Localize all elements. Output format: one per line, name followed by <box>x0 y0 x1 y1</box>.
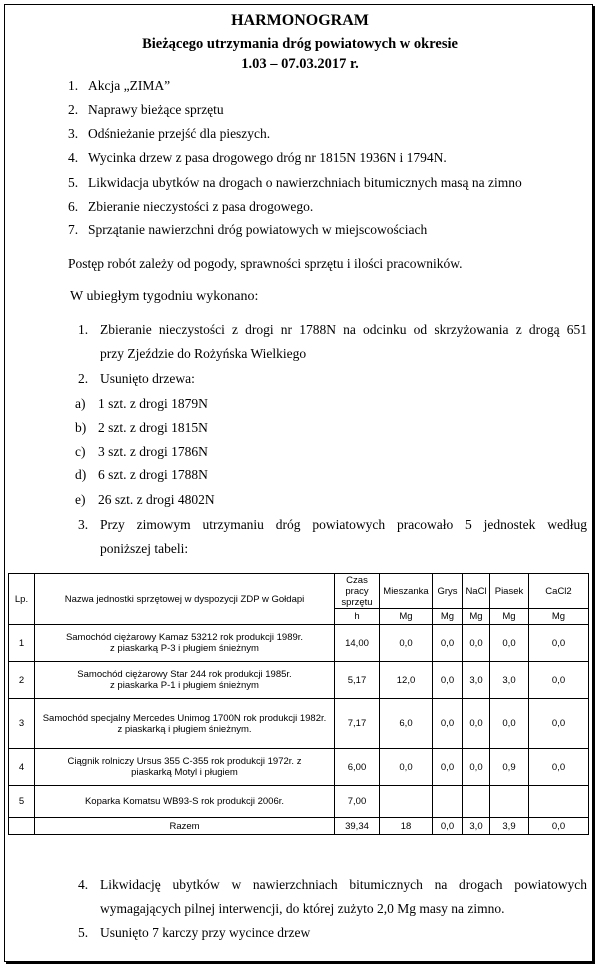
document-title: HARMONOGRAM <box>231 12 369 29</box>
table-row <box>9 625 589 662</box>
cell-name: Koparka Komatsu WB93-S rok produkcji 2006r. <box>35 786 335 818</box>
done-item-text: Zbieranie nieczystości z drogi nr 1788N na odcinku od skrzyżowania z drogą 651 <box>100 322 587 337</box>
plan-item-text: Zbieranie nieczystości z pasa drogowego. <box>88 199 314 214</box>
tree-item-letter: a) <box>75 396 86 411</box>
col-header-name: Nazwa jednostki sprzętowej w dyspozycji ZDP w Gołdapi <box>35 574 335 625</box>
plan-item-text: Wycinka drzew z pasa drogowego dróg nr 1815N 1936N i 1794N. <box>88 150 447 165</box>
plan-item-number: 3. <box>68 126 79 141</box>
unit-grys: Mg <box>433 609 463 625</box>
cell-mix <box>380 786 433 818</box>
cell-nacl: 3,0 <box>463 662 490 699</box>
cell-mix: 18 <box>380 818 433 835</box>
done-item-text-continued: wymagających pilnej interwencji, do której zużyto 2,0 Mg masy na zimno. <box>100 901 505 916</box>
plan-item-text: Akcja „ZIMA” <box>88 78 171 93</box>
plan-item-number: 4. <box>68 150 79 165</box>
cell-mix: 0,0 <box>380 625 433 662</box>
cell-grys: 0,0 <box>433 625 463 662</box>
tree-item-text: 1 szt. z drogi 1879N <box>98 396 208 411</box>
plan-item-number: 7. <box>68 222 79 237</box>
done-heading: W ubiegłym tygodniu wykonano: <box>70 289 259 304</box>
unit-nacl: Mg <box>463 609 490 625</box>
done-item-number: 5. <box>78 925 89 940</box>
col-header-lp: Lp. <box>9 574 35 625</box>
plan-item-text: Likwidacja ubytków na drogach o nawierzchniach bitumicznych masą na zimno <box>88 175 522 190</box>
cell-grys: 0,0 <box>433 749 463 786</box>
done-item-text: Przy zimowym utrzymaniu dróg powiatowych pracowało 5 jednostek według <box>100 517 587 532</box>
cell-grys: 0,0 <box>433 818 463 835</box>
unit-time: h <box>335 609 380 625</box>
cell-sand: 3,9 <box>490 818 529 835</box>
cell-cacl2: 0,0 <box>529 818 589 835</box>
cell-nacl: 0,0 <box>463 699 490 749</box>
table-row <box>9 786 589 818</box>
tree-item-letter: d) <box>75 467 87 482</box>
done-item-text: Usunięto drzewa: <box>100 371 195 386</box>
cell-cacl2: 0,0 <box>529 749 589 786</box>
cell-nacl: 0,0 <box>463 749 490 786</box>
cell-time: 39,34 <box>335 818 380 835</box>
cell-sand: 3,0 <box>490 662 529 699</box>
col-header-mix: Mieszanka <box>380 574 433 609</box>
cell-time: 5,17 <box>335 662 380 699</box>
cell-name: Samochód ciężarowy Kamaz 53212 rok produkcji 1989r. z piaskarką P-3 i pługiem śnieżnym <box>35 625 335 662</box>
cell-mix: 12,0 <box>380 662 433 699</box>
plan-item-number: 2. <box>68 102 79 117</box>
unit-mix: Mg <box>380 609 433 625</box>
cell-mix: 0,0 <box>380 749 433 786</box>
tree-item-text: 2 szt. z drogi 1815N <box>98 420 208 435</box>
cell-lp: 1 <box>9 625 35 662</box>
col-header-grys: Grys <box>433 574 463 609</box>
cell-sand <box>490 786 529 818</box>
plan-item-text: Sprzątanie nawierzchni dróg powiatowych w miejscowościach <box>88 222 428 237</box>
col-header-cacl2: CaCl2 <box>529 574 589 609</box>
tree-item-letter: c) <box>75 444 86 459</box>
tree-item-text: 3 szt. z drogi 1786N <box>98 444 208 459</box>
unit-cacl2: Mg <box>529 609 589 625</box>
col-header-time: Czas pracy sprzętu <box>335 574 380 609</box>
cell-time: 7,17 <box>335 699 380 749</box>
cell-lp: 2 <box>9 662 35 699</box>
cell-lp <box>9 818 35 835</box>
plan-item-number: 5. <box>68 175 79 190</box>
done-item-number: 1. <box>78 322 89 337</box>
unit-sand: Mg <box>490 609 529 625</box>
done-item-text-continued: przy Zjeździe do Rożyńska Wielkiego <box>100 346 307 361</box>
cell-cacl2 <box>529 786 589 818</box>
col-header-nacl: NaCl <box>463 574 490 609</box>
document-subtitle: Bieżącego utrzymania dróg powiatowych w okresie <box>142 36 458 52</box>
tree-item-text: 6 szt. z drogi 1788N <box>98 467 208 482</box>
table-row <box>9 749 589 786</box>
tree-item-letter: e) <box>75 492 86 507</box>
done-item-number: 3. <box>78 517 89 532</box>
table-row <box>9 699 589 749</box>
equipment-table <box>8 573 589 835</box>
cell-grys <box>433 786 463 818</box>
plan-item-number: 1. <box>68 78 79 93</box>
cell-cacl2: 0,0 <box>529 625 589 662</box>
cell-name: Samochód specjalny Mercedes Unimog 1700N rok produkcji 1982r. z piaskarką i pługiem śnieżnym. <box>35 699 335 749</box>
cell-time: 6,00 <box>335 749 380 786</box>
cell-name: Samochód ciężarowy Star 244 rok produkcji 1985r. z piaskarka P-1 i pługiem śnieżnym <box>35 662 335 699</box>
col-header-sand: Piasek <box>490 574 529 609</box>
document-period: 1.03 – 07.03.2017 r. <box>241 56 359 72</box>
cell-lp: 4 <box>9 749 35 786</box>
cell-sand: 0,0 <box>490 625 529 662</box>
cell-time: 14,00 <box>335 625 380 662</box>
plan-item-text: Odśnieżanie przejść dla pieszych. <box>88 126 271 141</box>
progress-note: Postęp robót zależy od pogody, sprawności sprzętu i ilości pracowników. <box>68 256 463 271</box>
cell-lp: 5 <box>9 786 35 818</box>
tree-item-text: 26 szt. z drogi 4802N <box>98 492 215 507</box>
cell-cacl2: 0,0 <box>529 699 589 749</box>
done-item-text-continued: poniższej tabeli: <box>100 541 189 556</box>
tree-item-letter: b) <box>75 420 87 435</box>
cell-sand: 0,9 <box>490 749 529 786</box>
cell-nacl: 3,0 <box>463 818 490 835</box>
done-item-text: Likwidację ubytków w nawierzchniach bitumicznych na drogach powiatowych <box>100 877 587 892</box>
cell-sand: 0,0 <box>490 699 529 749</box>
cell-mix: 6,0 <box>380 699 433 749</box>
cell-grys: 0,0 <box>433 662 463 699</box>
done-item-text: Usunięto 7 karczy przy wycince drzew <box>100 925 311 940</box>
cell-lp: 3 <box>9 699 35 749</box>
cell-name: Ciągnik rolniczy Ursus 355 C-355 rok produkcji 1972r. z piaskarką Motyl i pługiem <box>35 749 335 786</box>
plan-item-number: 6. <box>68 199 79 214</box>
table-row <box>9 662 589 699</box>
table-header-row <box>9 574 589 609</box>
cell-total-label: Razem <box>35 818 335 835</box>
cell-cacl2: 0,0 <box>529 662 589 699</box>
done-item-number: 2. <box>78 371 89 386</box>
table-total-row <box>9 818 589 835</box>
cell-grys: 0,0 <box>433 699 463 749</box>
cell-time: 7,00 <box>335 786 380 818</box>
cell-nacl: 0,0 <box>463 625 490 662</box>
cell-nacl <box>463 786 490 818</box>
plan-item-text: Naprawy bieżące sprzętu <box>88 102 224 117</box>
done-item-number: 4. <box>78 877 89 892</box>
